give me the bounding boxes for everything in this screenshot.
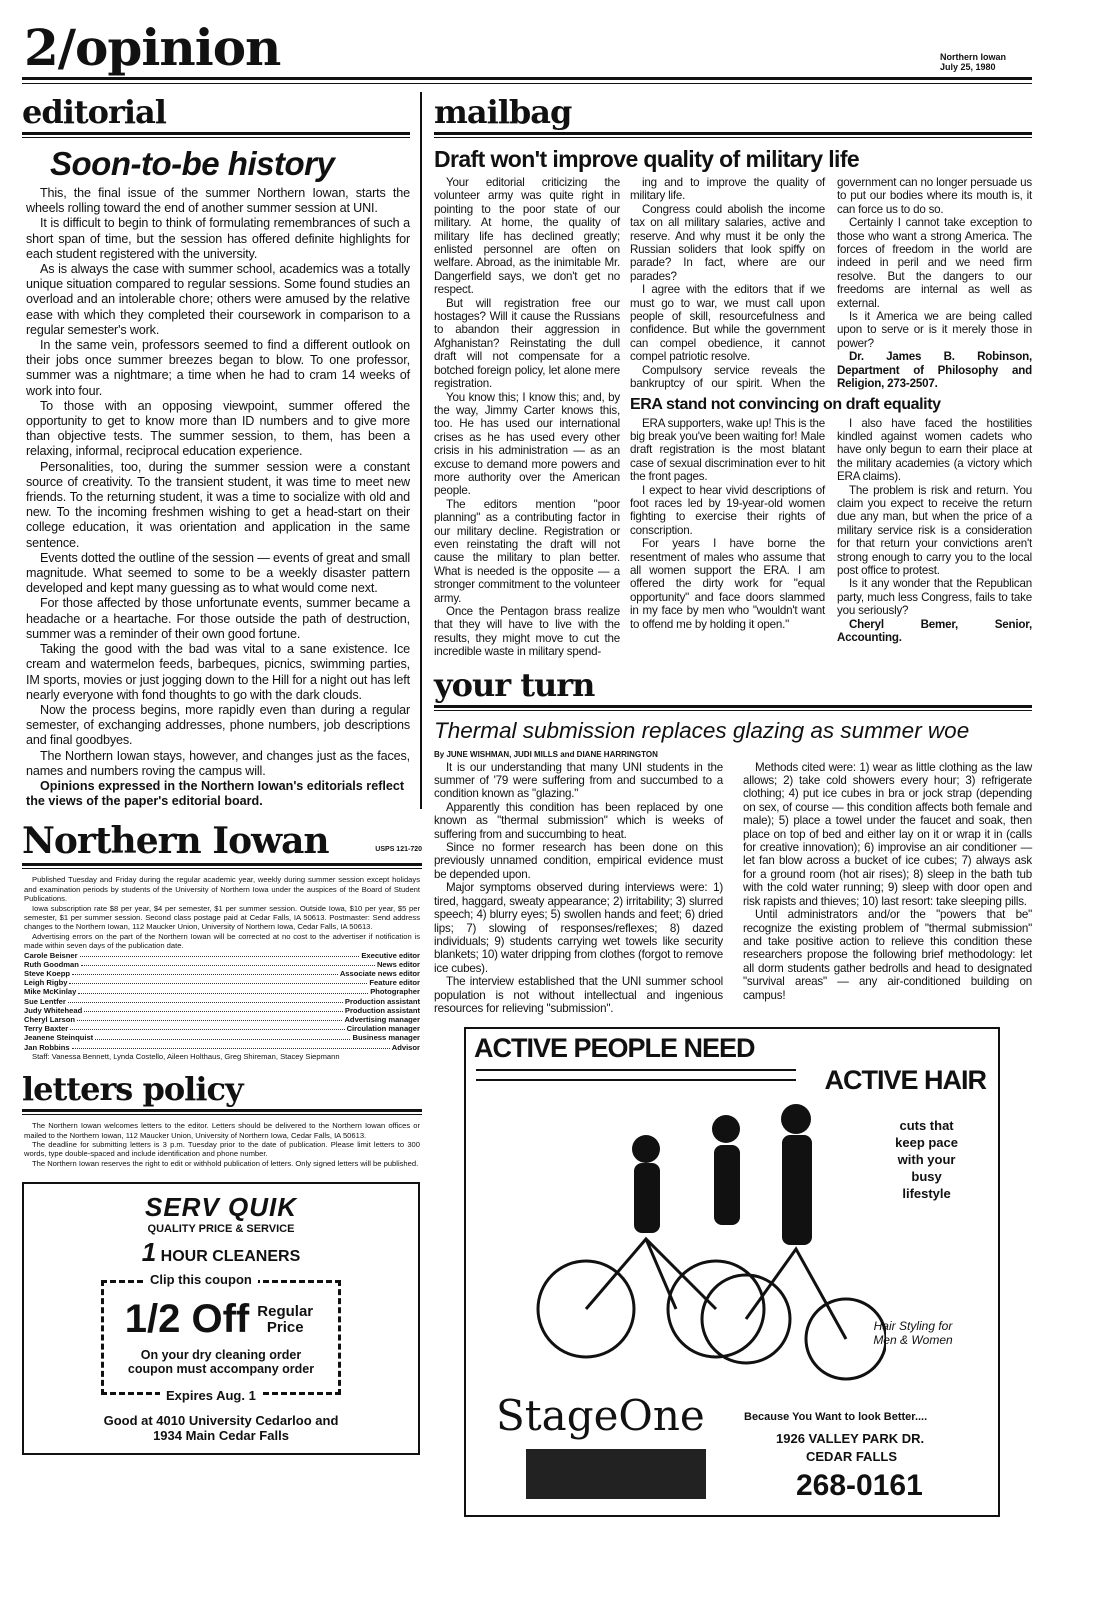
letter-paragraph: Certainly I cannot take exception to those who want a strong America. The forces of freedom in the world are indeed in peril and we need firm resolve. But the dangers to our freedoms are internal as well as external. bbox=[837, 216, 1032, 310]
coupon-regular-price: Regular Price bbox=[257, 1302, 314, 1336]
staff-list bbox=[22, 951, 422, 1052]
coupon-expires: Expires Aug. 1 bbox=[160, 1388, 262, 1403]
editorial-paragraph: This, the final issue of the summer Northern Iowan, starts the wheels rolling toward the end of another summer session at UNI. bbox=[26, 186, 410, 216]
servquik-hour-number: 1 bbox=[141, 1237, 157, 1268]
staff-name: Terry Baxter bbox=[24, 1024, 69, 1034]
coupon[interactable] bbox=[101, 1272, 341, 1404]
ad-side-line: with your bbox=[897, 1152, 956, 1168]
staff-role: Advisor bbox=[391, 1042, 420, 1052]
letter1-column1 bbox=[434, 176, 620, 659]
letter-paragraph: I also have faced the hostilities kindled against women cadets who have only begun to earn their place at the military academies (a victory which ERA claims). bbox=[837, 416, 1032, 484]
ad-side-line: keep pace bbox=[895, 1135, 958, 1151]
letter-paragraph: I expect to hear vivid descriptions of foot races led by 19-year-old women fighting to exercise their rights of conscription. bbox=[630, 483, 825, 537]
editorial-section bbox=[22, 92, 422, 809]
staff-row bbox=[24, 978, 420, 987]
staff-name: Judy Whitehead bbox=[24, 1005, 83, 1015]
editorial-paragraph: To those with an opposing viewpoint, summer offered the opportunity to get to know more than ID numbers and to give more than objective tests. The summer session, to them, has been a relaxing, informal, reciprocal education experience. bbox=[26, 398, 410, 459]
article-paragraph: Since no former research has been done on this previously unnamed condition, empirical evidence must be depended upon. bbox=[434, 841, 723, 881]
staff-name: Jan Robbins bbox=[24, 1042, 70, 1052]
your-turn-headline: Thermal submission replaces glazing as summer woe bbox=[434, 717, 970, 743]
article-paragraph: Until administrators and/or the "powers that be" recognize the existing problem of "thermal submission" and take positive action to relieve this condition these researchers propose the following brief methodology: let all dorm students gather bedrolls and head to designated "survival areas" — any air-conditioned building on campus! bbox=[743, 908, 1032, 1002]
letters-policy-paragraph: The Northern Iowan welcomes letters to the editor. Letters should be delivered to the Northern Iowan offices or mailed to the Northern Iowan, 112 Maucker Union, University of Northern Iowa, Cedar Falls, IA 50613. bbox=[24, 1121, 420, 1140]
masthead-paragraph: Iowa subscription rate $8 per year, $4 per semester, $1 per summer session. Outside Iowa, $10 per year, $5 per semester, $1 per summer session. Second class postage paid at Cedar Falls, IA 50613. Postmaster: Send address changes to the Northern Iowan, 112 Maucker Union, University of Northern Iowa, Cedar Falls, IA 50613. bbox=[24, 903, 420, 932]
staff-row bbox=[24, 987, 420, 996]
ad-side-text bbox=[895, 1117, 958, 1202]
letter-paragraph: The editors mention "poor planning" as a contributing factor in our military decline. Registration or even reinstating the draft will not cause the military to plan better. What is needed is the opposite — a stronger commitment to the volunteer army. bbox=[434, 497, 620, 605]
staff-row bbox=[24, 969, 420, 978]
editorial-paragraph: Taking the good with the bad was vital to a sane existence. Ice cream and watermelon feeds, barbeques, picnics, swimming parties, IM sports, movies or just jogging down to the Hill for a night out has left nearly everyone with fond thoughts to go with the dark clouds. bbox=[26, 642, 410, 702]
letters-policy-body bbox=[22, 1121, 422, 1168]
staff-row bbox=[24, 951, 420, 960]
coupon-line2: coupon must accompany order bbox=[127, 1362, 315, 1377]
editorial-paragraph: For those affected by those unfortunate events, summer became a headache or a heartache. For those outside the path of destruction, summer was a reminder of their own good fortune. bbox=[26, 596, 410, 641]
editorial-disclaimer: Opinions expressed in the Northern Iowan's editorials reflect the views of the paper's editorial board. bbox=[26, 778, 405, 809]
staff-row bbox=[24, 1033, 420, 1042]
staff-role: Production assistant bbox=[344, 996, 420, 1006]
letter1-continued bbox=[630, 176, 1032, 391]
letter2-headline: ERA stand not convincing on draft equality bbox=[630, 395, 941, 413]
letter-paragraph: Once the Pentagon brass realize that they will have to live with the results, they might move to cut the incredible waste in military spend- bbox=[434, 605, 620, 659]
staff-role: Feature editor bbox=[369, 978, 420, 988]
ad-styling-text: Hair Styling for Men & Women bbox=[873, 1319, 953, 1348]
ad-headline-hair: ACTIVE HAIR bbox=[824, 1065, 986, 1096]
staff-role: Photographer bbox=[370, 987, 420, 997]
staff-row bbox=[24, 997, 420, 1006]
staff-row bbox=[24, 1043, 420, 1052]
staff-row bbox=[24, 960, 420, 969]
servquik-location1: Good at 4010 University Cedarloo and bbox=[103, 1413, 339, 1429]
ad-side-line: cuts that bbox=[899, 1118, 954, 1134]
masthead-title: Northern Iowan bbox=[22, 820, 329, 863]
letter-paragraph: Your editorial criticizing the volunteer army was quite right in pointing to the poor state of our military. At home, the quality of military life has declined greatly; enlisted personnel are often on welfare. Abroad, as the inimitable Mr. Dangerfield says, we don't get no respect. bbox=[434, 176, 620, 297]
coupon-clip-label: Clip this coupon bbox=[144, 1272, 258, 1287]
mailbag-label: mailbag bbox=[434, 93, 572, 131]
letter-paragraph: Congress could abolish the income tax on all military salaries, active and reserve. And why must it be only the Russian soliders that look spiffy on parade? In fact, where are our parades? bbox=[630, 202, 825, 283]
staff-role: Associate news editor bbox=[339, 968, 420, 978]
staff-role: Executive editor bbox=[361, 950, 420, 960]
letters-policy-paragraph: The deadline for submitting letters is 3 p.m. Tuesday prior to the date of publication. Please limit letters to 300 words, type double-spaced and include identification and phone number. bbox=[24, 1140, 420, 1159]
stageone-logo: StageOne bbox=[496, 1391, 705, 1441]
article-paragraph: Methods cited were: 1) wear as little clothing as the law allows; 2) take cold showers every hour; 3) refrigerate clothing; 4) put ice cubes in bra or jock strap (depending on sex, of course — this condition affects both female and male); 5) place a towel under the faucet and soak, then place on top of bed and either lay on it or wrap it in (calls for creative innovation); 6) improvise an air conditioner — let fan blow across a bucket of ice cubes; 7) always ask for a ground room (hot air rises); 8) sleep in the bath tub with the cold water running; 9) sleep with door open and risk rapists and thieves; 10) last resort: take sleeping pills. bbox=[743, 760, 1032, 908]
staff-row bbox=[24, 1006, 420, 1015]
staff-name: Cheryl Larson bbox=[24, 1015, 76, 1024]
section-title: 2/opinion bbox=[24, 18, 281, 77]
cyclists-illustration bbox=[526, 1089, 886, 1389]
staff-name: Sue Lentfer bbox=[24, 996, 66, 1006]
staff-role: Business manager bbox=[352, 1033, 420, 1043]
ad-address: 1926 VALLEY PARK DR. bbox=[776, 1431, 925, 1447]
staff-role: Circulation manager bbox=[346, 1024, 420, 1034]
letter1-signature: Dr. James B. Robinson, Department of Philosophy and Religion, 273-2507. bbox=[837, 350, 1032, 391]
editorial-paragraph: Now the process begins, more rapidly even than during a regular semester, of exchanging addresses, phone numbers, job descriptions and final goodbyes. bbox=[26, 702, 410, 748]
editorial-headline: Soon-to-be history bbox=[50, 145, 335, 182]
staff-name: Leigh Rigby bbox=[24, 978, 68, 988]
staff-role: News editor bbox=[376, 959, 420, 969]
servquik-brand: SERV QUIK bbox=[144, 1192, 298, 1223]
letter-paragraph: But will registration free our hostages? Will it cause the Russians to abandon their aggression in Afghanistan? Reinstating the dull draft will not compensate for a botched foreign policy, let alone mere registration. bbox=[434, 296, 620, 391]
paper-name: Northern Iowan bbox=[940, 52, 1007, 62]
article-paragraph: The interview established that the UNI summer school population is not without intellectual and ingenious resources for relieving "submission". bbox=[434, 975, 723, 1015]
issue-date: July 25, 1980 bbox=[940, 62, 996, 72]
ad-slogan: Because You Want to look Better.... bbox=[744, 1411, 928, 1424]
editorial-paragraph: Events dotted the outline of the session — events of great and small magnitude. What seemed to some to be a weekly disaster pattern developed and kept many guessing as to what would come next. bbox=[26, 550, 410, 596]
article-paragraph: Major symptoms observed during interviews were: 1) tired, haggard, sweaty appearance; 2) irritability; 3) slurred speech; 4) blurry eyes; 5) swollen hands and feet; 6) dried lips; 7) slowing of responses/reflexes; 8) dazed individuals; 9) students carrying wet towels like security blankets; 10) water dripping from clothes (forgot to remove ice cubes). bbox=[434, 881, 723, 975]
letters-policy-label: letters policy bbox=[22, 1070, 243, 1109]
stageone-ad bbox=[464, 1027, 1000, 1517]
masthead-info bbox=[22, 875, 422, 950]
letter-paragraph: ERA supporters, wake up! This is the big break you've been waiting for! Male draft registration is the most blatant case of sexual discrimination ever to hit the front pages. bbox=[630, 416, 825, 484]
staff-row bbox=[24, 1024, 420, 1033]
letter-paragraph: Is it America we are being called upon to serve or is it merely those in power? bbox=[837, 310, 1032, 350]
letter-paragraph: The problem is risk and return. You claim you expect to receive the return due any man, but when the price of a military service risk is a consideration for that return your convictions aren't strong enough to carry you to the local post office to protest. bbox=[837, 483, 1032, 577]
ad-city: CEDAR FALLS bbox=[806, 1449, 897, 1465]
staff-name: Carole Beisner bbox=[24, 950, 78, 960]
letter-paragraph: ing and to improve the quality of military life. bbox=[630, 176, 825, 203]
your-turn-body bbox=[434, 761, 1032, 1016]
editorial-paragraph: In the same vein, professors seemed to find a different outlook on their jobs once summer breezes began to blow. To one professor, summer was a nightmare; a time when he had to cram 14 weeks of work into four. bbox=[26, 338, 410, 398]
servquik-cleaners: HOUR CLEANERS bbox=[160, 1248, 301, 1266]
editorial-paragraph: As is always the case with summer school, academics was a totally unique situation compared to regular sessions. Some found studies an overload and an intolerable chore; others were amused by the relative ease with which they completed their coursework in comparison to a regular semester's work. bbox=[26, 262, 410, 337]
servquik-tagline: QUALITY PRICE & SERVICE bbox=[147, 1223, 295, 1236]
ad-side-line: busy bbox=[911, 1169, 942, 1185]
servquik-ad bbox=[22, 1182, 420, 1455]
letter-paragraph: You know this; I know this; and, by the way, Jimmy Carter knows this, too. He has used our international crises as he has used every other crisis in his administration — as an excuse to demand more powers and more authority over the American people. bbox=[434, 390, 620, 498]
letter1-headline: Draft won't improve quality of military life bbox=[434, 146, 860, 172]
staff-row bbox=[24, 1015, 420, 1024]
editorial-paragraph: Personalities, too, during the summer session were a constant source of creativity. To the transient student, it was time to meet new friends. To the returning student, it was a time to socialize with old and new. To the incoming freshmen wishing to get a head-start on their college education, it was orientation and application in the same sentence. bbox=[26, 459, 410, 550]
editorial-body bbox=[22, 186, 410, 779]
letter-paragraph: I agree with the editors that if we must go to war, we must call upon people of skill, resourcefulness and confidence. But while the government can compel obedience, it cannot compel patriotic resolve. bbox=[630, 283, 825, 364]
editorial-label: editorial bbox=[22, 93, 166, 131]
staff-line: Staff: Vanessa Bennett, Lynda Costello, Aileen Holthaus, Greg Shireman, Stacey Siepmann bbox=[32, 1051, 340, 1061]
ad-headline-top: ACTIVE PEOPLE NEED bbox=[474, 1033, 755, 1064]
coupon-line1: On your dry cleaning order bbox=[140, 1348, 302, 1363]
ad-phone: 268-0161 bbox=[796, 1469, 923, 1503]
coupon-offer: 1/2 Off bbox=[124, 1297, 250, 1342]
letter2-body bbox=[630, 417, 1032, 645]
staff-role: Production assistant bbox=[344, 1005, 420, 1015]
staff-role: Advertising manager bbox=[344, 1015, 420, 1024]
staff-name: Ruth Goodman bbox=[24, 959, 79, 969]
letter-paragraph: Is it any wonder that the Republican party, much less Congress, fails to take you seriously? bbox=[837, 577, 1032, 618]
servquik-location2: 1934 Main Cedar Falls bbox=[153, 1428, 289, 1444]
editorial-paragraph: It is difficult to begin to think of formulating remembrances of such a short span of time, but the session has offered definite highlights for each student registered with the university. bbox=[26, 216, 410, 261]
letter-paragraph: For years I have borne the resentment of males who assume that all women support the ERA. I am offered the dirty work for "equal opportunity" and face doors slammed in my face by men who "wouldn't want to offend me by holding it open." bbox=[630, 537, 825, 631]
letters-policy-paragraph: The Northern Iowan reserves the right to edit or withhold publication of letters. Only signed letters will be published. bbox=[32, 1158, 419, 1168]
article-paragraph: Apparently this condition has been replaced by one known as "thermal submission" which is weeks of suffering from and succumbing to heat. bbox=[434, 800, 723, 841]
staff-name: Jeanene Steinquist bbox=[24, 1033, 94, 1043]
your-turn-byline: By JUNE WISHMAN, JUDI MILLS and DIANE HARRINGTON bbox=[434, 749, 658, 759]
letter-paragraph: Compulsory service reveals the bankruptcy of our spirit. When the government can no longer persuade us to put our bodies where its mouth is, it can force us to do so. bbox=[630, 176, 1032, 391]
usps-number: USPS 121-720 bbox=[375, 846, 422, 854]
staff-name: Steve Koepp bbox=[24, 968, 70, 978]
ad-side-line: lifestyle bbox=[902, 1186, 951, 1202]
masthead-paragraph: Published Tuesday and Friday during the regular academic year, weekly during summer session except holidays and examination periods by students of the University of Northern Iowa under the auspices of the Board of Student Publications. bbox=[24, 875, 420, 904]
staff-name: Mike McKinlay bbox=[24, 987, 77, 997]
editorial-paragraph: The Northern Iowan stays, however, and changes just as the faces, names and numbers roving the campus will. bbox=[26, 748, 410, 778]
article-paragraph: It is our understanding that many UNI students in the summer of '79 were suffering from and succumbed to a condition known as "glazing." bbox=[434, 760, 723, 801]
masthead-paragraph: Advertising errors on the part of the Northern Iowan will be corrected at no cost to the advertiser if notification is made within seven days of the publication date. bbox=[24, 931, 420, 951]
letter2-signature: Cheryl Bemer, Senior, Accounting. bbox=[837, 617, 1032, 644]
your-turn-label: your turn bbox=[434, 665, 595, 704]
